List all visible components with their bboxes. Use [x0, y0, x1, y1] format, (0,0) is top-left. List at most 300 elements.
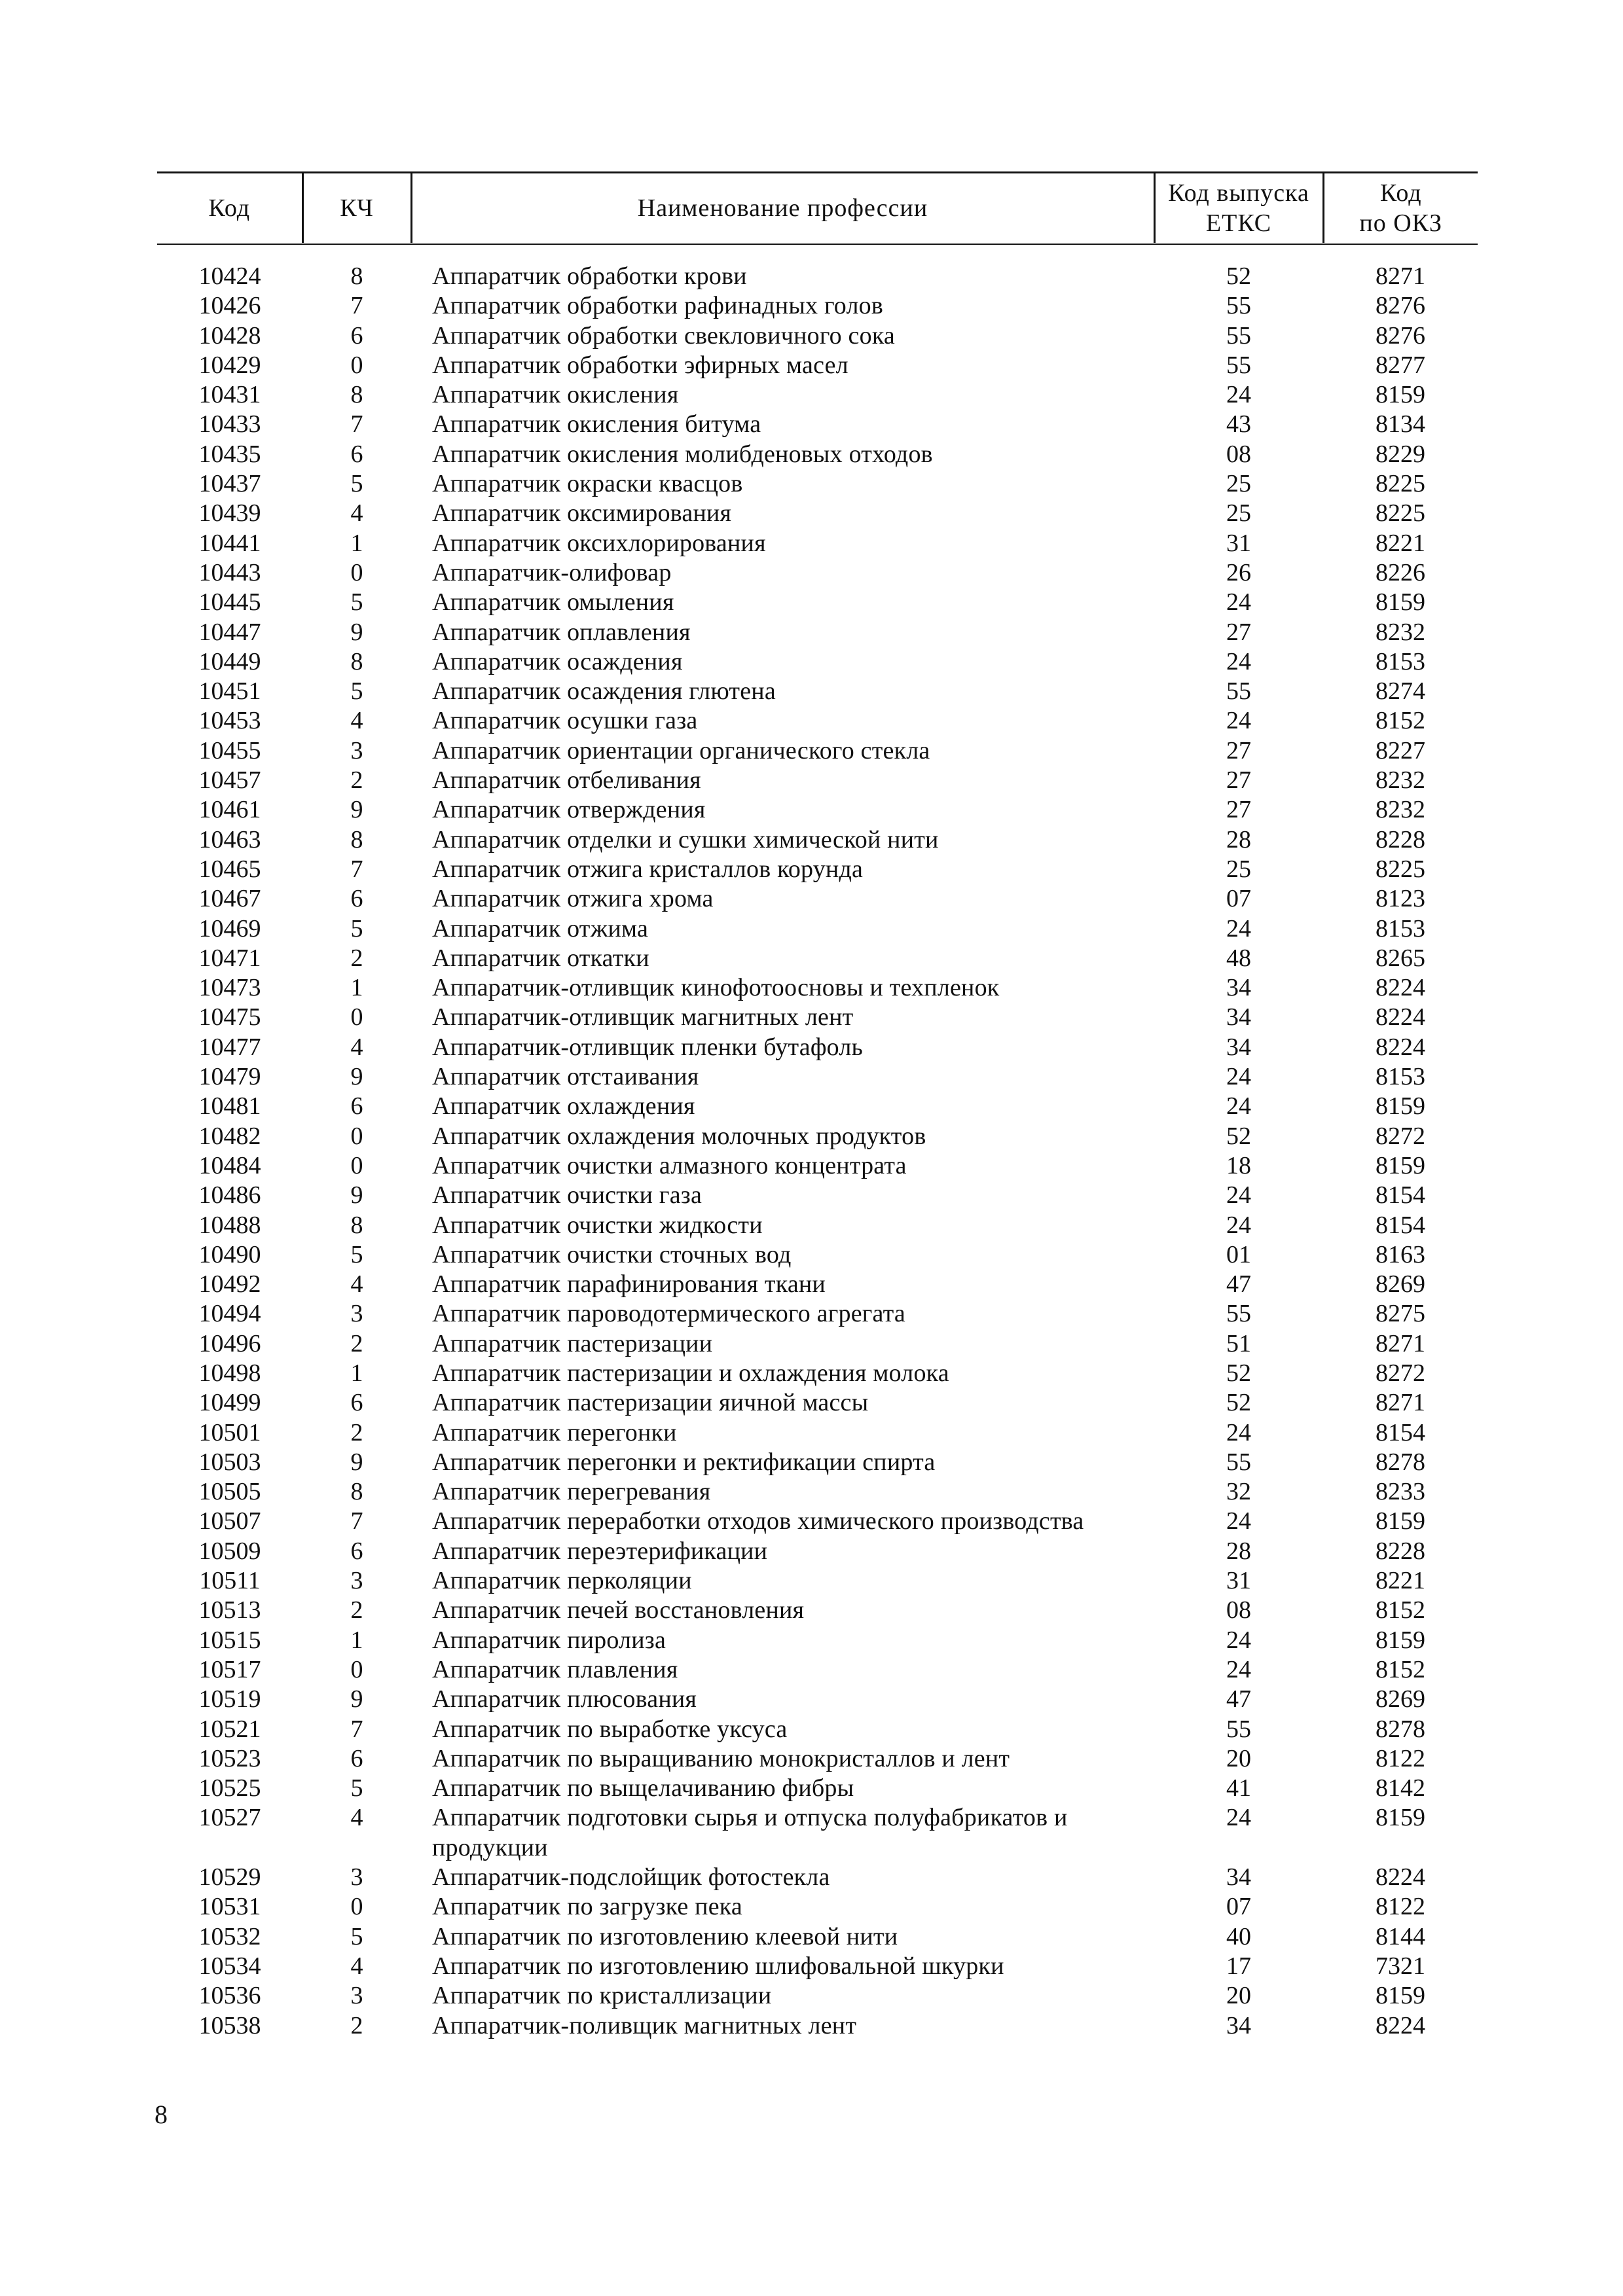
cell-okz: 8153	[1376, 1063, 1425, 1091]
cell-kod: 10496	[198, 1329, 261, 1357]
table-row	[157, 1240, 1478, 1270]
cell-okz: 8142	[1376, 1774, 1425, 1803]
table-row	[157, 262, 1478, 291]
cell-okz: 8159	[1376, 1151, 1425, 1179]
header-okz	[1323, 173, 1478, 244]
cell-name: Аппаратчик омыления	[432, 588, 674, 617]
cell-name: Аппаратчик окисления битума	[432, 410, 761, 439]
cell-name: Аппаратчик по выращиванию монокристаллов и лент	[432, 1744, 1010, 1772]
cell-kch: 7	[350, 292, 363, 320]
cell-etks: 24	[1226, 1418, 1251, 1446]
cell-etks: 55	[1226, 1715, 1251, 1743]
cell-kod: 10536	[198, 1982, 261, 2010]
table-row	[157, 677, 1478, 706]
cell-kch: 0	[350, 351, 363, 379]
cell-kod: 10469	[198, 914, 261, 942]
cell-kod: 10531	[198, 1893, 261, 1921]
cell-kod: 10455	[198, 736, 261, 764]
cell-okz: 7321	[1376, 1952, 1425, 1980]
cell-kod: 10457	[198, 766, 261, 795]
cell-kod: 10482	[198, 1122, 261, 1150]
cell-kch: 0	[350, 1151, 363, 1179]
cell-okz: 8276	[1376, 292, 1425, 320]
cell-name: Аппаратчик обработки крови	[432, 262, 747, 290]
cell-kch: 1	[350, 1626, 363, 1654]
table-row	[157, 1507, 1478, 1536]
cell-name: Аппаратчик отстаивания	[432, 1063, 699, 1091]
cell-name: Аппаратчик очистки газа	[432, 1181, 702, 1210]
cell-name: Аппаратчик переработки отходов химического производства	[432, 1507, 1084, 1535]
cell-etks: 08	[1226, 440, 1251, 468]
cell-etks: 32	[1226, 1478, 1251, 1506]
cell-etks: 55	[1226, 677, 1251, 706]
cell-kod: 10463	[198, 825, 261, 853]
table-row	[157, 351, 1478, 380]
cell-kch: 5	[350, 1774, 363, 1803]
cell-kod: 10521	[198, 1715, 261, 1743]
cell-etks: 24	[1226, 647, 1251, 675]
cell-name: Аппаратчик отверждения	[432, 796, 706, 824]
cell-kod: 10534	[198, 1952, 261, 1980]
cell-name: Аппаратчик отжига хрома	[432, 885, 714, 913]
cell-etks: 55	[1226, 1300, 1251, 1328]
cell-kod: 10435	[198, 440, 261, 468]
cell-kch: 2	[350, 1418, 363, 1446]
table-row	[157, 647, 1478, 677]
header-okz-line2: по ОКЗ	[1359, 209, 1443, 237]
cell-name: Аппаратчик-отливщик кинофотоосновы и техпленок	[432, 974, 1000, 1002]
cell-kch: 3	[350, 1982, 363, 2010]
header-kod: Код	[157, 173, 302, 244]
cell-kod: 10461	[198, 796, 261, 824]
cell-etks: 25	[1226, 855, 1251, 883]
table-row	[157, 736, 1478, 766]
cell-kod: 10509	[198, 1537, 261, 1565]
cell-kod: 10529	[198, 1863, 261, 1892]
table-row	[157, 1685, 1478, 1714]
table-row	[157, 1744, 1478, 1774]
table-row	[157, 440, 1478, 469]
cell-name: Аппаратчик охлаждения	[432, 1092, 695, 1121]
cell-name: Аппаратчик обработки свекловичного сока	[432, 321, 895, 350]
table-row	[157, 380, 1478, 410]
cell-okz: 8159	[1376, 1804, 1425, 1832]
cell-name: Аппаратчик оксимирования	[432, 499, 732, 528]
cell-name: Аппаратчик-отливщик пленки бутафоль	[432, 1033, 864, 1061]
cell-kch: 4	[350, 1033, 363, 1061]
cell-name: Аппаратчик обработки эфирных масел	[432, 351, 848, 379]
table-row	[157, 499, 1478, 528]
cell-kch: 0	[350, 1003, 363, 1031]
cell-kod: 10527	[198, 1804, 261, 1832]
cell-kch: 5	[350, 470, 363, 498]
cell-kod: 10441	[198, 529, 261, 557]
cell-name: Аппаратчик по изготовлению клеевой нити	[432, 1922, 898, 1950]
cell-okz: 8221	[1376, 529, 1425, 557]
cell-kod: 10471	[198, 944, 261, 972]
table-row	[157, 1981, 1478, 2011]
cell-kch: 4	[350, 499, 363, 528]
cell-kch: 9	[350, 1181, 363, 1210]
cell-etks: 24	[1226, 1804, 1251, 1832]
cell-etks: 31	[1226, 529, 1251, 557]
cell-etks: 20	[1226, 1982, 1251, 2010]
cell-kch: 6	[350, 1092, 363, 1121]
table-row	[157, 588, 1478, 617]
cell-kch: 6	[350, 885, 363, 913]
cell-name: Аппаратчик-подслойщик фотостекла	[432, 1863, 830, 1892]
table-row	[157, 1003, 1478, 1032]
cell-kod: 10479	[198, 1063, 261, 1091]
table-row	[157, 1892, 1478, 1922]
cell-kod: 10475	[198, 1003, 261, 1031]
cell-kch: 8	[350, 1211, 363, 1239]
table-header	[157, 173, 1478, 262]
cell-okz: 8232	[1376, 618, 1425, 646]
cell-okz: 8272	[1376, 1122, 1425, 1150]
cell-kod: 10449	[198, 647, 261, 675]
cell-kod: 10428	[198, 321, 261, 350]
cell-etks: 24	[1226, 707, 1251, 735]
cell-name: Аппаратчик парафинирования ткани	[432, 1270, 826, 1299]
cell-name: Аппаратчик обработки рафинадных голов	[432, 292, 883, 320]
cell-kch: 8	[350, 381, 363, 409]
cell-kod: 10515	[198, 1626, 261, 1654]
cell-etks: 17	[1226, 1952, 1251, 1980]
cell-name: Аппаратчик осушки газа	[432, 707, 698, 735]
table-row	[157, 1715, 1478, 1744]
cell-name: Аппаратчик печей восстановления	[432, 1596, 805, 1624]
cell-kod: 10505	[198, 1478, 261, 1506]
cell-kod: 10451	[198, 677, 261, 706]
cell-okz: 8154	[1376, 1211, 1425, 1239]
cell-name: Аппаратчик отделки и сушки химической нити	[432, 825, 939, 853]
table-row	[157, 825, 1478, 855]
cell-okz: 8154	[1376, 1418, 1425, 1446]
cell-name: Аппаратчик окисления молибденовых отходов	[432, 440, 933, 468]
table-row	[157, 914, 1478, 944]
cell-okz: 8277	[1376, 351, 1425, 379]
cell-okz: 8224	[1376, 1033, 1425, 1061]
cell-kch: 8	[350, 825, 363, 853]
cell-kod: 10486	[198, 1181, 261, 1210]
cell-kch: 5	[350, 677, 363, 706]
table-row	[157, 1537, 1478, 1566]
cell-kod: 10443	[198, 558, 261, 586]
cell-kod: 10473	[198, 974, 261, 1002]
cell-kod: 10433	[198, 410, 261, 439]
cell-okz: 8233	[1376, 1478, 1425, 1506]
table-row	[157, 795, 1478, 825]
cell-kch: 4	[350, 1952, 363, 1980]
cell-kod: 10503	[198, 1448, 261, 1476]
page-number: 8	[155, 2100, 168, 2129]
cell-kod: 10429	[198, 351, 261, 379]
cell-etks: 27	[1226, 796, 1251, 824]
cell-name: Аппаратчик по кристаллизации	[432, 1982, 772, 2010]
cell-okz: 8221	[1376, 1567, 1425, 1595]
cell-name: Аппаратчик очистки сточных вод	[432, 1240, 792, 1268]
cell-kch: 3	[350, 1863, 363, 1892]
cell-kch: 8	[350, 1478, 363, 1506]
cell-etks: 52	[1226, 1122, 1251, 1150]
cell-okz: 8152	[1376, 1655, 1425, 1683]
table-row	[157, 1566, 1478, 1596]
cell-okz: 8272	[1376, 1359, 1425, 1387]
cell-okz: 8163	[1376, 1240, 1425, 1268]
table-row	[157, 855, 1478, 884]
table-row	[157, 884, 1478, 914]
cell-etks: 51	[1226, 1329, 1251, 1357]
cell-kch: 6	[350, 1537, 363, 1565]
table-row	[157, 1062, 1478, 1092]
table-row	[157, 529, 1478, 558]
cell-kod: 10513	[198, 1596, 261, 1624]
cell-etks: 52	[1226, 1359, 1251, 1387]
cell-okz: 8225	[1376, 499, 1425, 528]
cell-etks: 18	[1226, 1151, 1251, 1179]
professions-table	[157, 171, 1478, 2041]
cell-kch: 3	[350, 1300, 363, 1328]
cell-kch: 2	[350, 766, 363, 795]
cell-name: Аппаратчик переэтерификации	[432, 1537, 768, 1565]
cell-etks: 40	[1226, 1922, 1251, 1950]
cell-etks: 24	[1226, 588, 1251, 617]
table-row	[157, 469, 1478, 499]
cell-kod: 10426	[198, 292, 261, 320]
cell-kod: 10538	[198, 2011, 261, 2039]
cell-kod: 10494	[198, 1300, 261, 1328]
cell-etks: 01	[1226, 1240, 1251, 1268]
cell-kch: 1	[350, 1359, 363, 1387]
cell-kch: 9	[350, 618, 363, 646]
table-row	[157, 944, 1478, 973]
cell-name: Аппаратчик пастеризации	[432, 1329, 713, 1357]
cell-etks: 48	[1226, 944, 1251, 972]
cell-etks: 24	[1226, 381, 1251, 409]
cell-kch: 5	[350, 914, 363, 942]
cell-etks: 24	[1226, 1507, 1251, 1535]
cell-kod: 10499	[198, 1389, 261, 1417]
table-row	[157, 1952, 1478, 1981]
cell-name: Аппаратчик очистки алмазного концентрата	[432, 1151, 907, 1179]
table-row	[157, 1922, 1478, 1952]
cell-name: Аппаратчик перегревания	[432, 1478, 711, 1506]
cell-etks: 52	[1226, 262, 1251, 290]
cell-etks: 41	[1226, 1774, 1251, 1803]
cell-kch: 0	[350, 1655, 363, 1683]
cell-etks: 43	[1226, 410, 1251, 439]
cell-etks: 24	[1226, 1092, 1251, 1121]
table-row	[157, 1181, 1478, 1210]
table-row	[157, 558, 1478, 588]
cell-kod: 10481	[198, 1092, 261, 1121]
cell-kod: 10465	[198, 855, 261, 883]
cell-name: Аппаратчик окраски квасцов	[432, 470, 743, 498]
cell-kch: 9	[350, 796, 363, 824]
cell-okz: 8229	[1376, 440, 1425, 468]
header-kch: КЧ	[302, 173, 411, 244]
cell-name: Аппаратчик отбеливания	[432, 766, 701, 795]
cell-okz: 8159	[1376, 381, 1425, 409]
cell-etks: 24	[1226, 1063, 1251, 1091]
cell-kod: 10447	[198, 618, 261, 646]
cell-name: Аппаратчик плюсования	[432, 1685, 697, 1713]
cell-kod: 10523	[198, 1744, 261, 1772]
cell-kch: 2	[350, 1596, 363, 1624]
cell-etks: 47	[1226, 1685, 1251, 1713]
cell-okz: 8269	[1376, 1685, 1425, 1713]
cell-kch: 6	[350, 1744, 363, 1772]
cell-okz: 8271	[1376, 262, 1425, 290]
cell-okz: 8232	[1376, 766, 1425, 795]
cell-okz: 8224	[1376, 974, 1425, 1002]
cell-etks: 07	[1226, 1893, 1251, 1921]
cell-etks: 25	[1226, 470, 1251, 498]
cell-kch: 0	[350, 1893, 363, 1921]
cell-kod: 10492	[198, 1270, 261, 1299]
cell-okz: 8271	[1376, 1389, 1425, 1417]
cell-okz: 8153	[1376, 647, 1425, 675]
cell-etks: 24	[1226, 914, 1251, 942]
table-row	[157, 1033, 1478, 1062]
table-row	[157, 1122, 1478, 1151]
table-row	[157, 2011, 1478, 2041]
cell-okz: 8228	[1376, 825, 1425, 853]
cell-kch: 6	[350, 1389, 363, 1417]
cell-kch: 6	[350, 440, 363, 468]
cell-kod: 10439	[198, 499, 261, 528]
cell-okz: 8122	[1376, 1893, 1425, 1921]
cell-name: Аппаратчик ориентации органического стекла	[432, 736, 930, 764]
cell-okz: 8123	[1376, 885, 1425, 913]
cell-kch: 1	[350, 529, 363, 557]
header-name: Наименование профессии	[411, 173, 1154, 244]
cell-kch: 2	[350, 1329, 363, 1357]
cell-name: Аппаратчик-олифовар	[432, 558, 672, 586]
cell-kch: 7	[350, 410, 363, 439]
cell-etks: 24	[1226, 1211, 1251, 1239]
cell-kch: 0	[350, 558, 363, 586]
cell-etks: 34	[1226, 1863, 1251, 1892]
table-row	[157, 1655, 1478, 1685]
cell-etks: 47	[1226, 1270, 1251, 1299]
table-row	[157, 321, 1478, 351]
cell-name: Аппаратчик отжига кристаллов корунда	[432, 855, 864, 883]
cell-okz: 8159	[1376, 588, 1425, 617]
cell-etks: 34	[1226, 2011, 1251, 2039]
table-row	[157, 291, 1478, 321]
cell-kch: 3	[350, 736, 363, 764]
table-row	[157, 1092, 1478, 1121]
cell-name: Аппаратчик пастеризации и охлаждения молока	[432, 1359, 949, 1387]
cell-okz: 8271	[1376, 1329, 1425, 1357]
table-row	[157, 1151, 1478, 1181]
cell-kod: 10525	[198, 1774, 261, 1803]
table-row	[157, 1388, 1478, 1418]
cell-kod: 10490	[198, 1240, 261, 1268]
cell-name: Аппаратчик перегонки и ректификации спирта	[432, 1448, 936, 1476]
cell-kch: 4	[350, 707, 363, 735]
cell-etks: 55	[1226, 351, 1251, 379]
cell-name: Аппаратчик отжима	[432, 914, 649, 942]
cell-kch: 5	[350, 588, 363, 617]
cell-name: Аппаратчик по изготовлению шлифовальной шкурки	[432, 1952, 1004, 1980]
cell-okz: 8226	[1376, 558, 1425, 586]
table-row	[157, 1626, 1478, 1655]
cell-kch: 7	[350, 855, 363, 883]
cell-kch: 2	[350, 944, 363, 972]
cell-name: Аппаратчик осаждения глютена	[432, 677, 776, 706]
cell-name: Аппаратчик перколяции	[432, 1567, 692, 1595]
cell-okz: 8227	[1376, 736, 1425, 764]
cell-kch: 5	[350, 1922, 363, 1950]
cell-kod: 10453	[198, 707, 261, 735]
cell-kod: 10511	[199, 1567, 261, 1595]
header-etks	[1154, 173, 1323, 244]
cell-name: Аппаратчик откатки	[432, 944, 649, 972]
cell-etks: 24	[1226, 1181, 1251, 1210]
cell-kch: 8	[350, 262, 363, 290]
cell-okz: 8269	[1376, 1270, 1425, 1299]
table-row	[157, 1299, 1478, 1329]
cell-etks: 55	[1226, 1448, 1251, 1476]
cell-kod: 10445	[198, 588, 261, 617]
cell-name: Аппаратчик-отливщик магнитных лент	[432, 1003, 854, 1031]
cell-name: Аппаратчик по выработке уксуса	[432, 1715, 788, 1743]
cell-okz: 8276	[1376, 321, 1425, 350]
cell-kch: 7	[350, 1507, 363, 1535]
cell-etks: 27	[1226, 618, 1251, 646]
cell-etks: 24	[1226, 1655, 1251, 1683]
cell-kod: 10437	[198, 470, 261, 498]
cell-okz: 8152	[1376, 707, 1425, 735]
cell-kch: 4	[350, 1804, 363, 1832]
cell-okz: 8224	[1376, 1863, 1425, 1892]
cell-name: Аппаратчик оплавления	[432, 618, 691, 646]
cell-name: Аппаратчик очистки жидкости	[432, 1211, 763, 1239]
cell-kch: 1	[350, 974, 363, 1002]
cell-kch: 9	[350, 1448, 363, 1476]
cell-kod: 10507	[198, 1507, 261, 1535]
cell-okz: 8225	[1376, 855, 1425, 883]
cell-kch: 0	[350, 1122, 363, 1150]
cell-kod: 10532	[198, 1922, 261, 1950]
cell-kod: 10484	[198, 1151, 261, 1179]
cell-okz: 8154	[1376, 1181, 1425, 1210]
cell-okz: 8152	[1376, 1596, 1425, 1624]
cell-etks: 27	[1226, 766, 1251, 795]
cell-kod: 10477	[198, 1033, 261, 1061]
cell-okz: 8232	[1376, 796, 1425, 824]
cell-name: Аппаратчик пиролиза	[432, 1626, 666, 1654]
cell-kod: 10501	[198, 1418, 261, 1446]
cell-etks: 24	[1226, 1626, 1251, 1654]
table-row	[157, 410, 1478, 439]
cell-kch: 3	[350, 1567, 363, 1595]
table-row	[157, 1448, 1478, 1477]
cell-kch: 2	[350, 2011, 363, 2039]
header-etks-line2: ЕТКС	[1205, 209, 1272, 237]
cell-okz: 8159	[1376, 1092, 1425, 1121]
cell-kch: 6	[350, 321, 363, 350]
cell-okz: 8278	[1376, 1448, 1425, 1476]
table-row	[157, 1418, 1478, 1448]
cell-name: Аппаратчик подготовки сырья и отпуска полуфабрикатов и продукции	[432, 1804, 1068, 1861]
cell-name: Аппаратчик перегонки	[432, 1418, 677, 1446]
table-row	[157, 1329, 1478, 1359]
cell-kod: 10424	[198, 262, 261, 290]
